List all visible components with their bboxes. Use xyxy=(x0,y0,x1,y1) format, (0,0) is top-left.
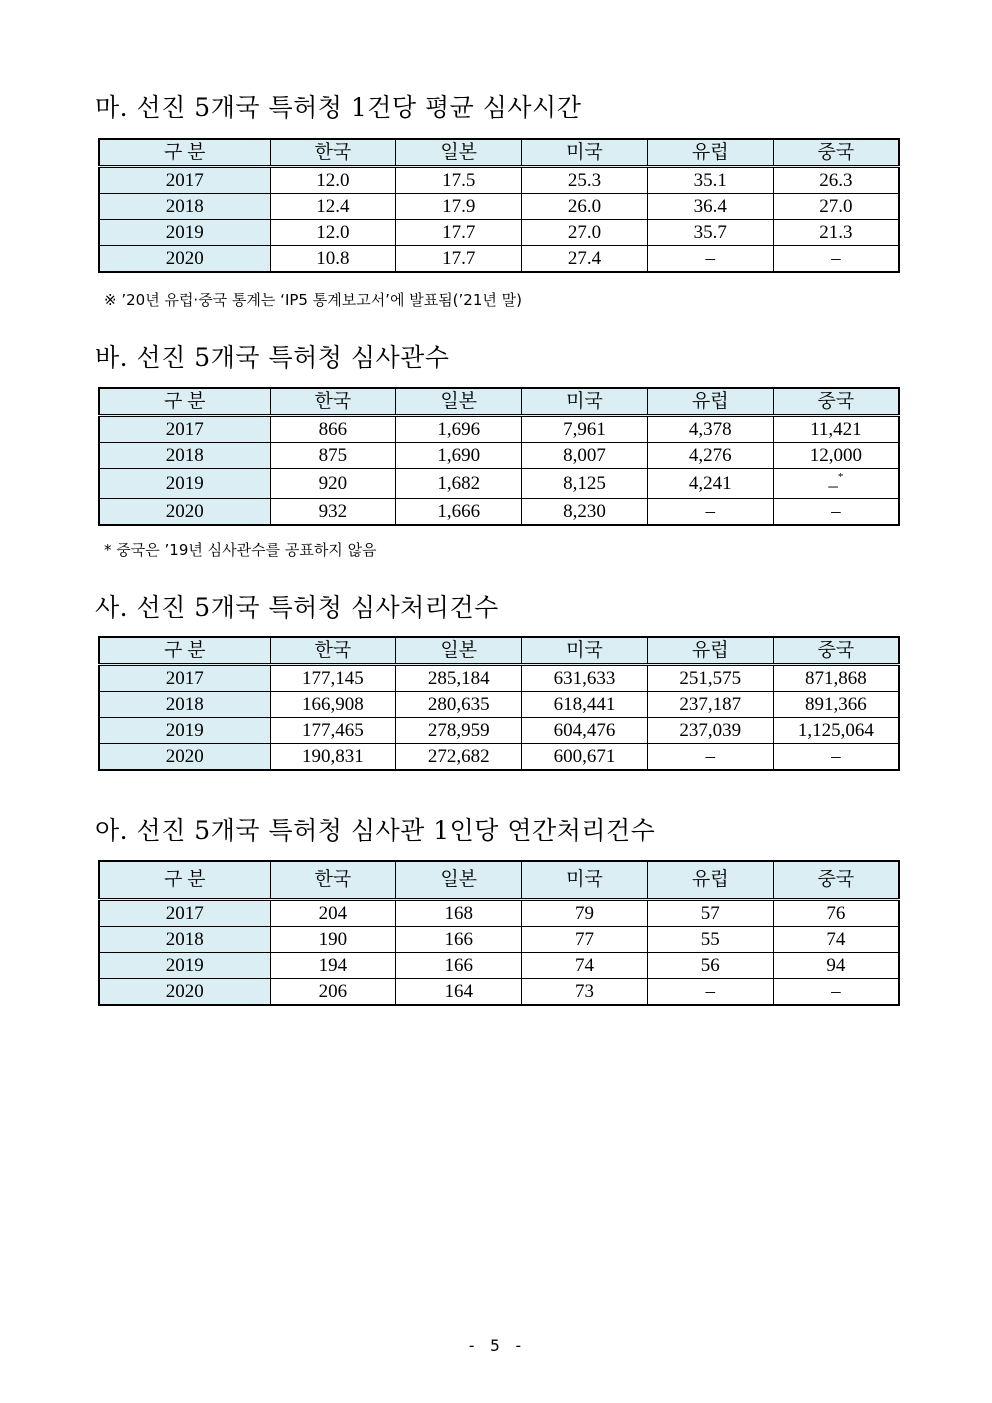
cell-korea: 12.0 xyxy=(270,167,396,194)
cell-europe: 35.7 xyxy=(647,220,773,246)
cell-japan: 280,635 xyxy=(396,692,522,718)
cell-europe: 35.1 xyxy=(647,167,773,194)
cell-japan: 17.7 xyxy=(396,246,522,273)
table-header-row xyxy=(99,861,899,900)
cell-korea: 177,145 xyxy=(270,665,396,692)
table-row xyxy=(99,744,899,771)
cell-china: 27.0 xyxy=(773,194,899,220)
cell-year: 2019 xyxy=(99,220,270,246)
cell-korea: 932 xyxy=(270,499,396,526)
cell-usa: 79 xyxy=(522,900,648,927)
cell-usa: 26.0 xyxy=(522,194,648,220)
table-row xyxy=(99,194,899,220)
cell-europe: 4,241 xyxy=(647,469,773,499)
cell-europe: 4,276 xyxy=(647,443,773,469)
cell-europe: – xyxy=(647,979,773,1006)
cell-china: 11,421 xyxy=(773,416,899,443)
col-header-usa: 미국 xyxy=(522,139,648,167)
table-row xyxy=(99,246,899,273)
cell-year: 2019 xyxy=(99,953,270,979)
cell-usa: 600,671 xyxy=(522,744,648,771)
section-title-examiners: 바. 선진 5개국 특허청 심사관수 xyxy=(95,343,450,372)
cell-japan: 17.5 xyxy=(396,167,522,194)
cell-japan: 1,696 xyxy=(396,416,522,443)
cell-europe: 4,378 xyxy=(647,416,773,443)
footnote-marker: * xyxy=(837,471,844,483)
cell-year: 2017 xyxy=(99,167,270,194)
cell-korea: 875 xyxy=(270,443,396,469)
table-row xyxy=(99,499,899,526)
cell-china: 21.3 xyxy=(773,220,899,246)
col-header-usa: 미국 xyxy=(522,861,648,900)
table-row xyxy=(99,900,899,927)
cell-korea: 204 xyxy=(270,900,396,927)
table-examiners xyxy=(98,387,900,526)
col-header-china: 중국 xyxy=(773,388,899,416)
footnote-ip5: ※ ’20년 유럽·중국 통계는 ‘IP5 통계보고서’에 발표됨(’21년 말) xyxy=(104,291,522,309)
cell-japan: 272,682 xyxy=(396,744,522,771)
table-header-row xyxy=(99,388,899,416)
cell-japan: 17.9 xyxy=(396,194,522,220)
cell-usa: 27.0 xyxy=(522,220,648,246)
cell-year: 2017 xyxy=(99,900,270,927)
cell-japan: 164 xyxy=(396,979,522,1006)
table-row xyxy=(99,167,899,194)
section-title-disposals: 사. 선진 5개국 특허청 심사처리건수 xyxy=(95,593,499,622)
cell-korea: 194 xyxy=(270,953,396,979)
cell-japan: 166 xyxy=(396,953,522,979)
col-header-europe: 유럽 xyxy=(647,861,773,900)
cell-korea: 866 xyxy=(270,416,396,443)
table-row xyxy=(99,220,899,246)
cell-china: – xyxy=(773,499,899,526)
col-header-japan: 일본 xyxy=(396,637,522,665)
cell-europe: 56 xyxy=(647,953,773,979)
section-title-per-examiner: 아. 선진 5개국 특허청 심사관 1인당 연간처리건수 xyxy=(95,816,656,845)
cell-japan: 1,690 xyxy=(396,443,522,469)
col-header-category: 구 분 xyxy=(99,388,270,416)
cell-usa: 618,441 xyxy=(522,692,648,718)
table-row xyxy=(99,692,899,718)
cell-year: 2020 xyxy=(99,246,270,273)
cell-year: 2020 xyxy=(99,499,270,526)
cell-japan: 1,682 xyxy=(396,469,522,499)
cell-japan: 166 xyxy=(396,927,522,953)
col-header-japan: 일본 xyxy=(396,139,522,167)
table-exam-time xyxy=(98,138,900,273)
table-row xyxy=(99,416,899,443)
cell-china: 12,000 xyxy=(773,443,899,469)
cell-korea: 190,831 xyxy=(270,744,396,771)
cell-year: 2018 xyxy=(99,927,270,953)
col-header-usa: 미국 xyxy=(522,388,648,416)
col-header-japan: 일본 xyxy=(396,861,522,900)
cell-europe: 36.4 xyxy=(647,194,773,220)
cell-japan: 17.7 xyxy=(396,220,522,246)
cell-korea: 920 xyxy=(270,469,396,499)
col-header-korea: 한국 xyxy=(270,139,396,167)
col-header-korea: 한국 xyxy=(270,861,396,900)
col-header-category: 구 분 xyxy=(99,861,270,900)
cell-usa: 8,230 xyxy=(522,499,648,526)
cell-korea: 177,465 xyxy=(270,718,396,744)
table-row xyxy=(99,469,899,499)
cell-year: 2017 xyxy=(99,416,270,443)
cell-year: 2019 xyxy=(99,718,270,744)
cell-japan: 285,184 xyxy=(396,665,522,692)
cell-europe: 237,039 xyxy=(647,718,773,744)
col-header-japan: 일본 xyxy=(396,388,522,416)
col-header-usa: 미국 xyxy=(522,637,648,665)
table-row xyxy=(99,718,899,744)
col-header-europe: 유럽 xyxy=(647,637,773,665)
cell-usa: 8,125 xyxy=(522,469,648,499)
col-header-china: 중국 xyxy=(773,861,899,900)
cell-china: – xyxy=(773,979,899,1006)
cell-japan: 278,959 xyxy=(396,718,522,744)
footnote-china-2019: * 중국은 ’19년 심사관수를 공표하지 않음 xyxy=(104,541,377,559)
col-header-china: 중국 xyxy=(773,139,899,167)
cell-year: 2017 xyxy=(99,665,270,692)
cell-china: –* xyxy=(773,469,899,499)
cell-china: 1,125,064 xyxy=(773,718,899,744)
col-header-europe: 유럽 xyxy=(647,139,773,167)
table-row xyxy=(99,443,899,469)
cell-europe: 237,187 xyxy=(647,692,773,718)
page-number: - 5 - xyxy=(466,1336,526,1355)
cell-usa: 7,961 xyxy=(522,416,648,443)
section-title-exam-time: 마. 선진 5개국 특허청 1건당 평균 심사시간 xyxy=(95,93,582,122)
cell-korea: 190 xyxy=(270,927,396,953)
cell-europe: 251,575 xyxy=(647,665,773,692)
cell-europe: – xyxy=(647,744,773,771)
col-header-category: 구 분 xyxy=(99,139,270,167)
col-header-category: 구 분 xyxy=(99,637,270,665)
cell-china: 94 xyxy=(773,953,899,979)
cell-usa: 74 xyxy=(522,953,648,979)
cell-usa: 73 xyxy=(522,979,648,1006)
cell-japan: 168 xyxy=(396,900,522,927)
cell-usa: 8,007 xyxy=(522,443,648,469)
table-disposals xyxy=(98,636,900,771)
cell-year: 2018 xyxy=(99,443,270,469)
table-row xyxy=(99,979,899,1006)
table-header-row xyxy=(99,139,899,167)
cell-year: 2020 xyxy=(99,744,270,771)
cell-china: 74 xyxy=(773,927,899,953)
col-header-korea: 한국 xyxy=(270,388,396,416)
table-per-examiner xyxy=(98,860,900,1006)
col-header-korea: 한국 xyxy=(270,637,396,665)
cell-europe: 57 xyxy=(647,900,773,927)
cell-korea: 12.0 xyxy=(270,220,396,246)
cell-china: 26.3 xyxy=(773,167,899,194)
cell-china: 76 xyxy=(773,900,899,927)
cell-korea: 10.8 xyxy=(270,246,396,273)
cell-europe: – xyxy=(647,499,773,526)
table-row xyxy=(99,953,899,979)
cell-korea: 12.4 xyxy=(270,194,396,220)
cell-china: – xyxy=(773,246,899,273)
cell-china: 891,366 xyxy=(773,692,899,718)
table-row xyxy=(99,927,899,953)
cell-usa: 77 xyxy=(522,927,648,953)
cell-usa: 25.3 xyxy=(522,167,648,194)
cell-japan: 1,666 xyxy=(396,499,522,526)
cell-korea: 206 xyxy=(270,979,396,1006)
cell-china: – xyxy=(773,744,899,771)
cell-usa: 631,633 xyxy=(522,665,648,692)
cell-usa: 27.4 xyxy=(522,246,648,273)
col-header-china: 중국 xyxy=(773,637,899,665)
table-header-row xyxy=(99,637,899,665)
cell-china: 871,868 xyxy=(773,665,899,692)
cell-europe: – xyxy=(647,246,773,273)
cell-usa: 604,476 xyxy=(522,718,648,744)
cell-year: 2019 xyxy=(99,469,270,499)
cell-year: 2018 xyxy=(99,692,270,718)
cell-korea: 166,908 xyxy=(270,692,396,718)
col-header-europe: 유럽 xyxy=(647,388,773,416)
cell-europe: 55 xyxy=(647,927,773,953)
table-row xyxy=(99,665,899,692)
cell-year: 2018 xyxy=(99,194,270,220)
cell-year: 2020 xyxy=(99,979,270,1006)
